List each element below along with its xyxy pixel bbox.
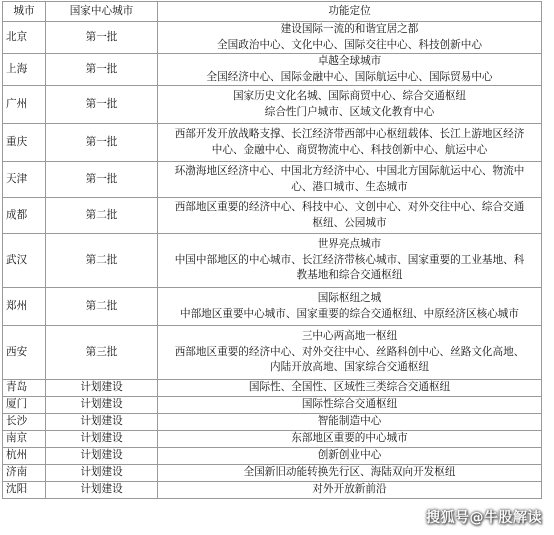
- function-line: 国家历史文化名城、国际商贸中心、综合交通枢纽: [232, 90, 467, 102]
- function-line: 西部开发开放战略支撑、长江经济带西部中心枢纽载体、长江上游地区经济: [174, 128, 525, 140]
- function-line: 心、港口城市、生态城市: [291, 180, 408, 193]
- batch-cell: 第一批: [46, 54, 158, 86]
- city-cell: 厦门: [3, 397, 46, 414]
- city-function-table: [2, 1, 542, 499]
- function-line: 东部地区重要的中心城市: [291, 432, 408, 445]
- table-body: [3, 22, 542, 499]
- header-batch: 国家中心城市: [46, 2, 158, 22]
- function-line: 西部地区重要的经济中心、对外交往中心、丝路科创中心、丝路文化高地、: [174, 345, 525, 358]
- function-cell: [158, 86, 542, 124]
- table-row: [3, 380, 542, 397]
- function-line: 卓越全球城市: [317, 55, 382, 67]
- city-cell: 西安: [3, 326, 46, 380]
- table-row: [3, 326, 542, 380]
- city-cell: 广州: [3, 86, 46, 124]
- table-row: [3, 414, 542, 431]
- function-cell: [158, 465, 542, 482]
- city-cell: 南京: [3, 431, 46, 448]
- city-cell: 郑州: [3, 288, 46, 326]
- city-cell: 杭州: [3, 448, 46, 465]
- function-line: 建设国际一流的和谐宜居之都: [280, 23, 419, 35]
- header-city: 城市: [3, 2, 46, 22]
- batch-cell: 计划建设: [46, 448, 158, 465]
- function-cell: [158, 482, 542, 499]
- batch-cell: 第一批: [46, 124, 158, 162]
- city-cell: 成都: [3, 198, 46, 234]
- function-line: 智能制造中心: [317, 415, 382, 428]
- function-line: 创新创业中心: [317, 449, 382, 462]
- batch-cell: 第二批: [46, 198, 158, 234]
- table-row: [3, 397, 542, 414]
- function-line: 全国新旧动能转换先行区、海陆双向开发枢纽: [243, 466, 456, 479]
- city-cell: 武汉: [3, 234, 46, 288]
- batch-cell: 第一批: [46, 162, 158, 198]
- batch-cell: 计划建设: [46, 397, 158, 414]
- function-cell: [158, 397, 542, 414]
- batch-cell: 第二批: [46, 288, 158, 326]
- city-cell: 天津: [3, 162, 46, 198]
- function-cell: [158, 234, 542, 288]
- city-cell: 青岛: [3, 380, 46, 397]
- function-line: 西部地区重要的经济中心、科技中心、文创中心、对外交往中心、综合交通: [174, 201, 525, 213]
- batch-cell: 计划建设: [46, 414, 158, 431]
- batch-cell: 第一批: [46, 22, 158, 54]
- function-cell: [158, 198, 542, 234]
- function-line: 对外开放新前沿: [312, 483, 387, 496]
- function-line: 教基地和综合交通枢纽: [296, 269, 403, 282]
- batch-cell: 计划建设: [46, 431, 158, 448]
- function-cell: [158, 22, 542, 54]
- table-row: [3, 162, 542, 198]
- function-line: 国际枢纽之城: [317, 292, 382, 304]
- city-cell: 长沙: [3, 414, 46, 431]
- watermark: 搜狐号@牛股解读: [426, 510, 542, 526]
- city-cell: 重庆: [3, 124, 46, 162]
- function-line: 全国政治中心、文化中心、国际交往中心、科技创新中心: [217, 38, 482, 51]
- function-line: 全国经济中心、国际金融中心、国际航运中心、国际贸易中心: [206, 70, 493, 83]
- table-row: [3, 86, 542, 124]
- function-cell: [158, 414, 542, 431]
- table-row: [3, 465, 542, 482]
- batch-cell: 计划建设: [46, 482, 158, 499]
- table-row: [3, 198, 542, 234]
- function-line: 中心、金融中心、商贸物流中心、科技创新中心、航运中心: [211, 143, 488, 156]
- table-row: [3, 22, 542, 54]
- batch-cell: 第一批: [46, 86, 158, 124]
- function-line: 环渤海地区经济中心、中国北方经济中心、中国北方国际航运中心、物流中: [174, 165, 525, 177]
- function-line: 内陆开放高地、国家综合交通枢纽: [270, 361, 429, 374]
- function-cell: [158, 162, 542, 198]
- city-cell: 济南: [3, 465, 46, 482]
- table-row: [3, 54, 542, 86]
- function-line: 中部地区重要中心城市、国家重要的综合交通枢纽、中原经济区核心城市: [180, 307, 519, 320]
- city-cell: 上海: [3, 54, 46, 86]
- function-line: 三中心两高地一枢纽: [301, 330, 398, 343]
- function-cell: [158, 326, 542, 380]
- batch-cell: 第二批: [46, 234, 158, 288]
- function-cell: [158, 431, 542, 448]
- table-row: [3, 431, 542, 448]
- city-cell: 沈阳: [3, 482, 46, 499]
- function-cell: [158, 124, 542, 162]
- table-header-row: [3, 2, 542, 22]
- function-cell: [158, 448, 542, 465]
- city-cell: 北京: [3, 22, 46, 54]
- function-line: 枢纽、公园城市: [312, 216, 387, 229]
- batch-cell: 计划建设: [46, 465, 158, 482]
- function-line: 国际性综合交通枢纽: [301, 398, 398, 411]
- table-row: [3, 234, 542, 288]
- function-line: 中国中部地区的中心城市、长江经济带核心城市、国家重要的工业基地、科: [174, 253, 525, 266]
- function-line: 国际性、全国性、区域性三类综合交通枢纽: [248, 381, 451, 394]
- header-function: 功能定位: [158, 2, 542, 22]
- table-row: [3, 482, 542, 499]
- function-cell: [158, 288, 542, 326]
- batch-cell: 计划建设: [46, 380, 158, 397]
- batch-cell: 第三批: [46, 326, 158, 380]
- table-row: [3, 124, 542, 162]
- function-cell: [158, 54, 542, 86]
- table-row: [3, 288, 542, 326]
- function-cell: [158, 380, 542, 397]
- function-line: 综合性门户城市、区域文化教育中心: [264, 105, 435, 118]
- function-line: 世界亮点城市: [317, 238, 382, 251]
- table-row: [3, 448, 542, 465]
